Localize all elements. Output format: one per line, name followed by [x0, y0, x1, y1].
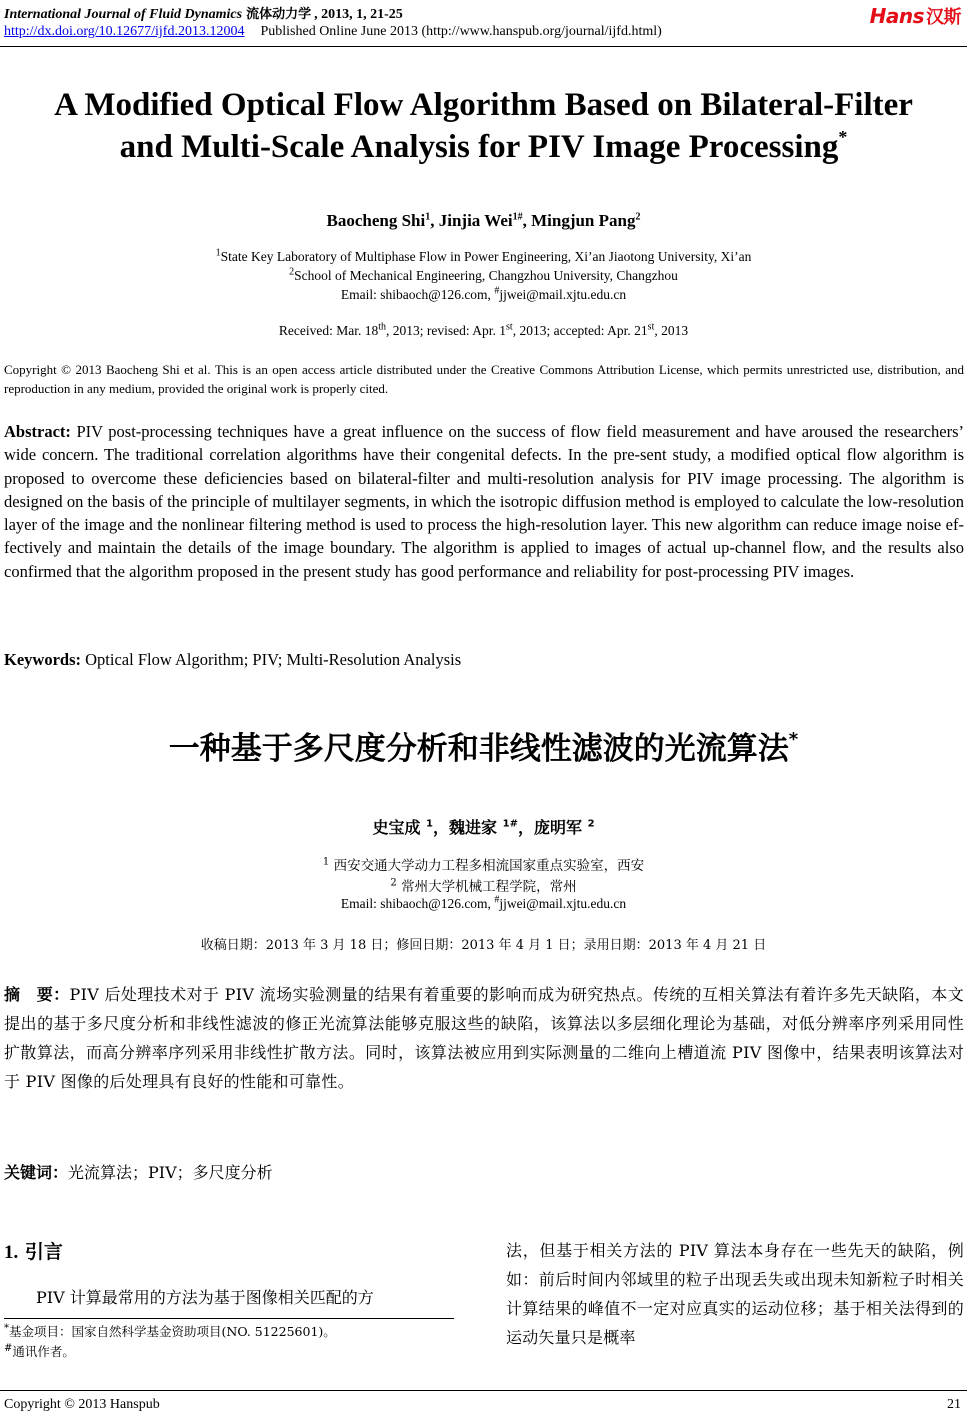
abstract-zh	[4, 980, 964, 1096]
section-number: 1.	[4, 1242, 19, 1263]
email-mark: #	[494, 285, 500, 297]
copyright-notice: Copyright © 2013 Baocheng Shi et al. This is an open access article distributed under the Creative Commons Attribution License, which permits unrestricted use, distribution, and reproduction in any medium, provided the original work is properly cited.	[4, 362, 964, 396]
author-sup: 1	[426, 818, 434, 830]
accepted-text: , 2013; accepted: Apr. 21	[512, 323, 648, 338]
footnote-text: 基金项目：国家自然科学基金资助项目(NO. 51225601)。	[9, 1324, 336, 1339]
affiliation-sup: 2	[289, 266, 295, 278]
header-rule	[0, 46, 967, 47]
author-sep: ，	[517, 818, 534, 837]
ordinal-sup: th	[378, 321, 387, 333]
author-name: Baocheng Shi	[326, 211, 426, 230]
received-dates-zh: 收稿日期：2013 年 3 月 18 日；修回日期：2013 年 4 月 1 日；录用日期：2013 年 4 月 21 日	[200, 938, 767, 953]
footnote-text: 通讯作者。	[12, 1344, 75, 1359]
email-address[interactable]: jjwei@mail.xjtu.edu.cn	[499, 896, 627, 911]
section-heading	[4, 1237, 63, 1264]
affiliation-sup: 1	[215, 247, 221, 259]
email-en	[0, 287, 967, 303]
intro-paragraph: PIV 计算最常用的方法为基于图像相关匹配的方	[36, 1288, 374, 1307]
doi-line	[4, 24, 662, 40]
doi-link[interactable]: http://dx.doi.org/10.12677/ijfd.2013.12004	[4, 24, 245, 39]
authors-en: Baocheng Shi$^1$, Jinjia Wei$^{1\#}$, Mingjun Pang$^2$	[326, 211, 641, 230]
keywords-en	[4, 650, 461, 670]
email-prefix: Email: shibaoch@126.com,	[340, 896, 495, 911]
email-prefix: Email: shibaoch@126.com,	[340, 287, 495, 302]
author-sup: 2	[635, 211, 641, 223]
author-sep: ，	[433, 818, 450, 837]
affiliation-2-en	[0, 268, 967, 284]
logo-text-zh: 汉斯	[926, 7, 961, 28]
accepted-year: , 2013	[654, 323, 689, 338]
affiliation-2-zh	[0, 875, 967, 895]
journal-volume: , 2013, 1, 21-25	[314, 7, 403, 22]
author-sup: 1#	[502, 818, 518, 830]
keywords-label: Keywords:	[4, 650, 81, 669]
received-dates-en	[0, 323, 967, 339]
journal-name: International Journal of Fluid Dynamics	[4, 7, 243, 22]
affiliation-text-zh: 常州大学机械工程学院，常州	[401, 879, 577, 895]
affiliation-text: State Key Laboratory of Multiphase Flow in Power Engineering, Xi’an Jiaotong University, Xi’an	[220, 249, 752, 264]
author-name: Mingjun Pang	[531, 211, 636, 230]
footnote-rule	[4, 1318, 454, 1319]
footnote-mark: *	[4, 1322, 9, 1334]
hanspub-logo	[870, 3, 961, 29]
section-title: 引言	[24, 1241, 63, 1263]
ordinal-sup: st	[506, 321, 513, 333]
footer-copyright: Copyright © 2013 Hanspub	[4, 1397, 160, 1412]
affiliation-text: School of Mechanical Engineering, Changzhou University, Changzhou	[294, 268, 678, 283]
author-sup: 1	[425, 211, 431, 223]
intro-right-column: 法，但基于相关方法的 PIV 算法本身存在一些先天的缺陷，例如：前后时间内邻域里的粒子出现丢失或出现未知新粒子时相关计算结果的峰值不一定对应真实的运动位移；基于相关法得到的运动矢量只是概率	[506, 1241, 964, 1347]
email-mark: #	[494, 894, 500, 906]
keywords-text: Optical Flow Algorithm; PIV; Multi-Resolution Analysis	[85, 650, 462, 669]
abstract-label-zh: 摘 要：	[4, 985, 70, 1004]
logo-text: Hans	[869, 4, 924, 28]
title-line-2: and Multi-Scale Analysis for PIV Image Processing	[119, 129, 839, 165]
keywords-label-zh: 关键词：	[4, 1163, 69, 1182]
revised-text: , 2013; revised: Apr. 1	[386, 323, 507, 338]
author-name-zh: 魏进家	[449, 818, 498, 837]
page-number: 21	[947, 1397, 961, 1412]
ordinal-sup: st	[647, 321, 655, 333]
intro-left-column	[4, 1283, 459, 1312]
author-sup: 1#	[512, 211, 523, 223]
email-zh	[0, 896, 967, 912]
paper-title-en	[0, 84, 967, 168]
affiliation-1-en	[0, 249, 967, 265]
affiliation-text-zh: 西安交通大学动力工程多相流国家重点实验室，西安	[333, 858, 645, 874]
affiliation-sup: 1	[322, 856, 330, 868]
abstract-text: PIV post-processing techniques have a great influence on the success of flow field measurement and have aroused the researchers’ wide concern. The traditional correlation algorithms have their congenital defects. In the pre-sent study, a modified optical flow algorithm is proposed to overcome these deficiencies based on bilateral-filter and multi-resolution analysis for PIV image processing. The algorithm is designed on the basis of the principle of multilayer segments, in which the isotropic diffusion method is employed to calculate the low-resolution layer of the image and the nonlinear filtering method is used to process the high-resolution layer. This new algorithm can reduce image noise ef-fectively and maintain the details of the image boundary. The algorithm is applied to images of actual up-channel flow, and the results also confirmed that the algorithm proposed in the present study has good performance and reliability for post-processing PIV images.	[4, 422, 964, 581]
footer-rule	[0, 1390, 967, 1391]
affiliation-1-zh	[0, 854, 967, 874]
authors-zh	[0, 815, 967, 838]
keywords-zh	[4, 1160, 273, 1183]
footnote-corresponding	[4, 1342, 75, 1360]
received-text: Received: Mar. 18	[278, 323, 379, 338]
paper-title-zh	[0, 723, 967, 768]
journal-header	[4, 3, 403, 23]
footnote-funding	[4, 1322, 336, 1340]
title-footnote-mark: *	[838, 127, 848, 147]
published-online: Published Online June 2013 (http://www.hanspub.org/journal/ijfd.html)	[260, 24, 662, 39]
abstract-text-zh: PIV 后处理技术对于 PIV 流场实验测量的结果有着重要的影响而成为研究热点。传统的互相关算法有着许多先天缺陷，本文提出的基于多尺度分析和非线性滤波的修正光流算法能够克服这些的缺陷，该算法以多层细化理论为基础，对低分辨率序列采用同性扩散算法，而高分辨率序列采用非线性扩散方法。同时，该算法被应用到实际测量的二维向上槽道流 PIV 图像中，结果表明该算法对于 PIV 图像的后处理具有良好的性能和可靠性。	[4, 985, 964, 1091]
title-zh-text: 一种基于多尺度分析和非线性滤波的光流算法	[168, 731, 789, 767]
footnote-mark: #	[4, 1342, 13, 1354]
author-name: Jinjia Wei	[438, 211, 513, 230]
author-name-zh: 史宝成	[372, 818, 421, 837]
journal-name-zh: 流体动力学	[246, 7, 312, 22]
title-zh-mark: *	[788, 729, 799, 750]
affiliation-sup: 2	[390, 877, 397, 889]
author-sup: 2	[587, 818, 595, 830]
email-address[interactable]: jjwei@mail.xjtu.edu.cn	[499, 287, 627, 302]
title-line-1: A Modified Optical Flow Algorithm Based on Bilateral-Filter	[54, 87, 913, 123]
keywords-text-zh: 光流算法；PIV；多尺度分析	[68, 1163, 273, 1182]
abstract-en	[4, 420, 964, 583]
author-name-zh: 庞明军	[533, 818, 582, 837]
abstract-label: Abstract:	[4, 422, 71, 441]
